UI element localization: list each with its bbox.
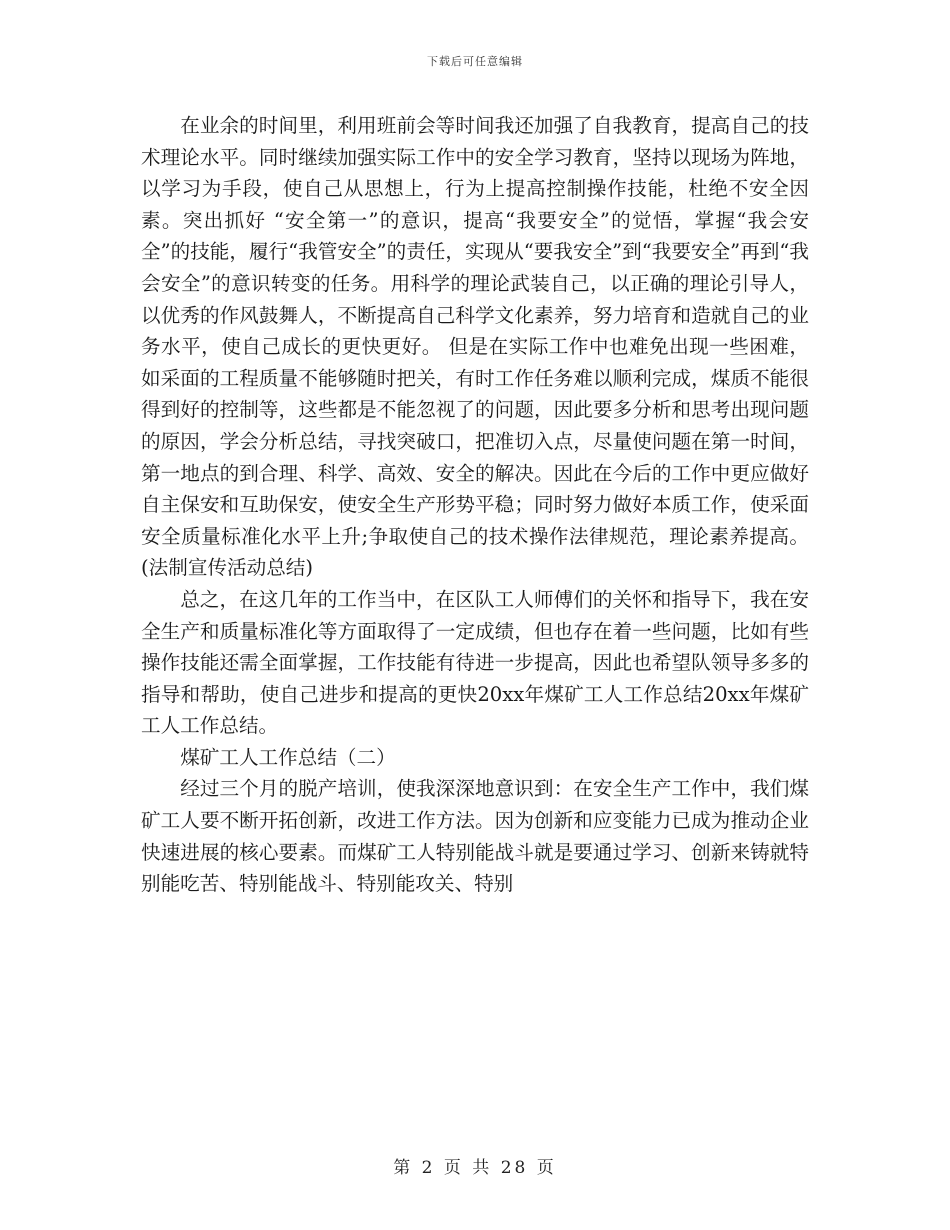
paragraph-conclusion: 总之，在这几年的工作当中，在区队工人师傅们的关怀和指导下，我在安全生产和质量标准化等方面取得了一定成绩，但也存在着一些问题，比如有些操作技能还需全面掌握，工作技能有待进一步提高，因此也希望队领导多多的指导和帮助，使自己进步和提高的更快20xx年煤矿工人工作总结20xx年煤矿工人工作总结。: [141, 587, 809, 738]
page-header-note: 下载后可任意编辑: [427, 55, 523, 68]
section-heading-part-two: 煤矿工人工作总结（二）: [180, 745, 396, 769]
paragraph-training: 经过三个月的脱产培训，使我深深地意识到：在安全生产工作中，我们煤矿工人要不断开拓创新，改进工作方法。因为创新和应变能力已成为推动企业快速进展的核心要素。而煤矿工人特别能战斗就是要通过学习、创新来铸就特别能吃苦、特别能战斗、特别能攻关、特别: [141, 777, 809, 896]
paragraph-safety-education: 在业余的时间里，利用班前会等时间我还加强了自我教育，提高自己的技术理论水平。同时继续加强实际工作中的安全学习教育，坚持以现场为阵地，以学习为手段，使自己从思想上，行为上提高控制操作技能，杜绝不安全因素。突出抓好 “安全第一”的意识，提高“我要安全”的觉悟，掌握“我会安全”的技能，履行“我管安全”的责任，实现从“要我安全”到“我要安全”再到“我会安全”的意识转变的任务。用科学的理论武装自己，以正确的理论引导人，以优秀的作风鼓舞人，不断提高自己科学文化素养，努力培育和造就自己的业务水平，使自己成长的更快更好。 但是在实际工作中也难免出现一些困难，如采面的工程质量不能够随时把关，有时工作任务难以顺利完成，煤质不能很得到好的控制等，这些都是不能忽视了的问题，因此要多分析和思考出现问题的原因，学会分析总结，寻找突破口，把准切入点，尽量使问题在第一时间，第一地点的到合理、科学、高效、安全的解决。因此在今后的工作中更应做好自主保安和互助保安，使安全生产形势平稳；同时努力做好本质工作，使采面安全质量标准化水平上升;争取使自己的技术操作法律规范，理论素养提高。(法制宣传活动总结): [141, 114, 809, 580]
page-number-footer: 第 2 页 共 28 页: [393, 1158, 557, 1178]
document-body: [141, 110, 809, 900]
